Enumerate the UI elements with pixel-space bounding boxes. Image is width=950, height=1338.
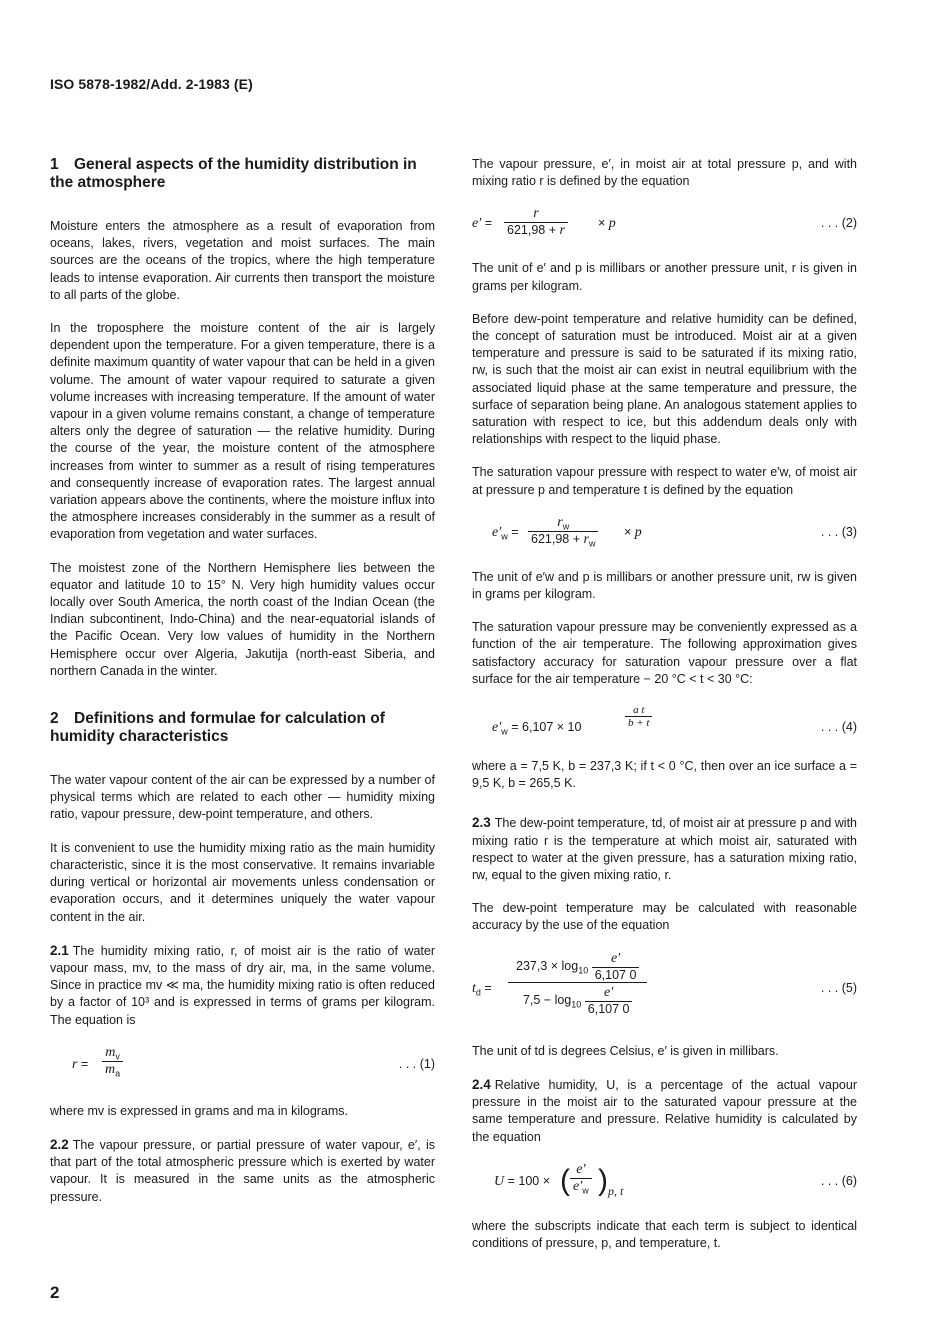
- equation-3: $e'_w$ = $\frac{r_w}{621,98 + r_w}$ × p . . . (3): [492, 514, 857, 549]
- document-id: ISO 5878-1982/Add. 2-1983 (E): [50, 76, 253, 92]
- equation-5: $t_d$ = $237,3 \times \log_{10}$ $\frac{e'}{6,107 0}$ $7,5 - \log_{10}$ $\frac{e'}{6,107 0}$ . . . (5): [472, 950, 857, 1016]
- paragraph: The dew-point temperature may be calculated with reasonable accuracy by the use of the equation: [472, 901, 857, 933]
- left-column: [50, 156, 435, 1222]
- equation-6: U = 100 × ( $\frac{e'}{e'_w}$ ) p, t . . . (6): [494, 1161, 857, 1198]
- paragraph: It is convenient to use the humidity mixing ratio as the main humidity characteristic, since it is the most conservative. It remains invariable during vertical or horizontal air movements unless condensation or evaporation occurs, and it determines uniquely the water vapour content in the air.: [50, 840, 435, 924]
- section-1-heading: 1 General aspects of the humidity distribution in the atmosphere: [50, 156, 417, 191]
- section-2-heading: 2 Definitions and formulae for calculation of humidity characteristics: [50, 710, 385, 746]
- paragraph: where a = 7,5 K, b = 237,3 K; if t < 0 °C, then over an ice surface a = 9,5 K, b = 265,5 K.: [472, 759, 857, 791]
- equation-2: e′ = $\frac{r}{621,98 + r}$ × p . . . (2): [472, 206, 857, 239]
- paragraph: where mv is expressed in grams and ma in kilograms.: [50, 1103, 349, 1118]
- paragraph: The saturation vapour pressure with respect to water e′w, of moist air at pressure p and temperature t is defined by the equation: [472, 465, 857, 497]
- paragraph: The saturation vapour pressure may be conveniently expressed as a function of the air temperature. The following approximation gives satisfactory accuracy for saturation vapour pressure over a flat surface for the air temperature − 20 °C < t < 30 °C:: [472, 620, 857, 686]
- paragraph: Before dew-point temperature and relative humidity can be defined, the concept of saturation must be introduced. Moist air at a given temperature and pressure is said to be saturated if its mixing ratio, rw, is such that the moist air can exist in neutral equilibrium with the associated liquid phase at the same temperature and pressure, the surface of separation being plane. An analogous statement applies to saturation with respect to ice, but this addendum deals only with relationships with respect to the liquid phase.: [472, 311, 857, 447]
- equation-4: $e'_w = 6,107 \times 10$ $\frac{\text{a t}}{b + t}$ . . . (4): [492, 704, 857, 737]
- paragraph: In the troposphere the moisture content of the air is largely dependent upon the temperature. For a given temperature, there is a definite maximum quantity of water vapour that can be held in a given volume. The amount of water vapour required to saturate a given volume increases with increasing temperature. If the amount of water vapour in a given volume remains constant, a change of temperature alters only the degree of saturation — the relative humidity. During the course of the year, the moisture content of the atmosphere increases from winter to summer as a result of rising temperatures and consequently increase of evaporation rates. The largest annual variation appears above the continents, where the moisture influx into the atmosphere increases considerably in the summer as a result of evaporation from vegetation and water surfaces.: [50, 321, 435, 542]
- equation-1: r = $\frac{m_v}{m_a}$ . . . (1): [72, 1044, 435, 1079]
- paragraph: where the subscripts indicate that each term is subject to identical conditions of pressure, p, and temperature, t.: [472, 1218, 857, 1250]
- paragraph-2-1: 2.1 The humidity mixing ratio, r, of moist air is the ratio of water vapour mass, mv, to the mass of dry air, ma, in the same volume. Since in practice mv ≪ ma, the humidity mixing ratio is often reduced by a factor of 10³ and is expressed in terms of grams per kilogram. The equation is: [50, 942, 435, 1027]
- paragraph: The unit of td is degrees Celsius, e′ is given in millibars.: [472, 1043, 779, 1058]
- paragraph: The moistest zone of the Northern Hemisphere lies between the equator and latitude 10 to 15° N. Very high humidity values occur locally over South America, the north coast of the Indian Ocean (the Indian subcontinent, Indo-China) and the near-equatorial islands of the Pacific Ocean. Very low values of humidity in the Northern Hemisphere occur over Algeria, Jakutija (north-east Siberia, and northern Canada in the winter.: [50, 560, 435, 678]
- paragraph: The unit of e′ and p is millibars or another pressure unit, r is given in grams per kilogram.: [472, 261, 857, 293]
- right-column: [472, 156, 857, 1268]
- paragraph: The unit of e′w and p is millibars or another pressure unit, rw is given in grams per kilogram.: [472, 569, 857, 602]
- paragraph-2-4: 2.4 Relative humidity, U, is a percentage of the actual vapour pressure in the moist air to the saturated vapour pressure at the same temperature and pressure. Relative humidity is calculated by the equation: [472, 1076, 857, 1144]
- paragraph: The water vapour content of the air can be expressed by a number of physical terms which are related to each other — humidity mixing ratio, vapour pressure, dew-point temperature, and others.: [50, 773, 435, 822]
- paragraph-2-2: 2.2 The vapour pressure, or partial pressure of water vapour, e′, is that part of the total atmospheric pressure which is exerted by water vapour. It is measured in the same units as the atmospheric pressure.: [50, 1136, 435, 1204]
- page-number: 2: [50, 1283, 60, 1302]
- paragraph: The vapour pressure, e′, in moist air at total pressure p, and with mixing ratio r is defined by the equation: [472, 157, 857, 189]
- paragraph: Moisture enters the atmosphere as a result of evaporation from oceans, lakes, rivers, vegetation and moist surfaces. The main sources are the oceans of the tropics, where the high temperature leads to intense evaporation. Air currents then transport the moisture to all parts of the globe.: [50, 219, 435, 302]
- paragraph-2-3: 2.3 The dew-point temperature, td, of moist air at pressure p and with mixing ratio r is the temperature at which moist air, saturated with respect to water at the given pressure, has a saturation mixing ratio, rw, equal to the given mixing ratio, r.: [472, 815, 857, 883]
